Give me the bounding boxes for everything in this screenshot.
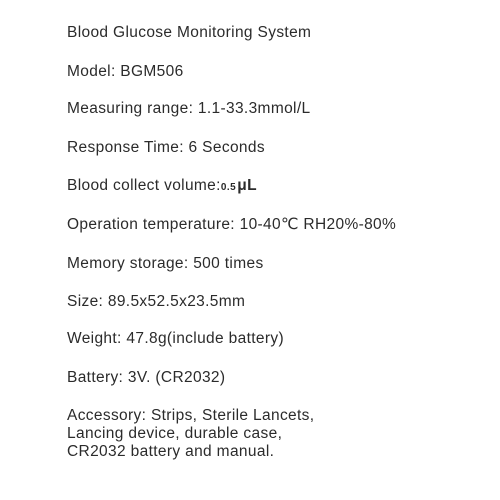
spec-size: Size: 89.5x52.5x23.5mm [67, 293, 246, 310]
spec-measuring-range: Measuring range: 1.1-33.3mmol/L [67, 100, 311, 117]
spec-title: Blood Glucose Monitoring System [67, 24, 312, 41]
spec-response-time: Response Time: 6 Seconds [67, 139, 265, 156]
spec-accessory: Accessory: Strips, Sterile Lancets, Lancing device, durable case, CR2032 battery and manual. [67, 407, 315, 460]
spec-weight: Weight: 47.8g(include battery) [67, 330, 284, 347]
spec-blood-volume [67, 177, 257, 197]
spec-memory-storage: Memory storage: 500 times [67, 255, 264, 272]
spec-battery: Battery: 3V. (CR2032) [67, 369, 226, 386]
spec-operation-temperature: Operation temperature: 10-40℃ RH20%-80% [67, 216, 397, 233]
spec-blood-volume-value: 0.5 [220, 182, 237, 193]
spec-model: Model: BGM506 [67, 63, 184, 80]
spec-blood-volume-label: Blood collect volume: [67, 177, 221, 194]
spec-blood-volume-unit: μL [237, 177, 257, 194]
